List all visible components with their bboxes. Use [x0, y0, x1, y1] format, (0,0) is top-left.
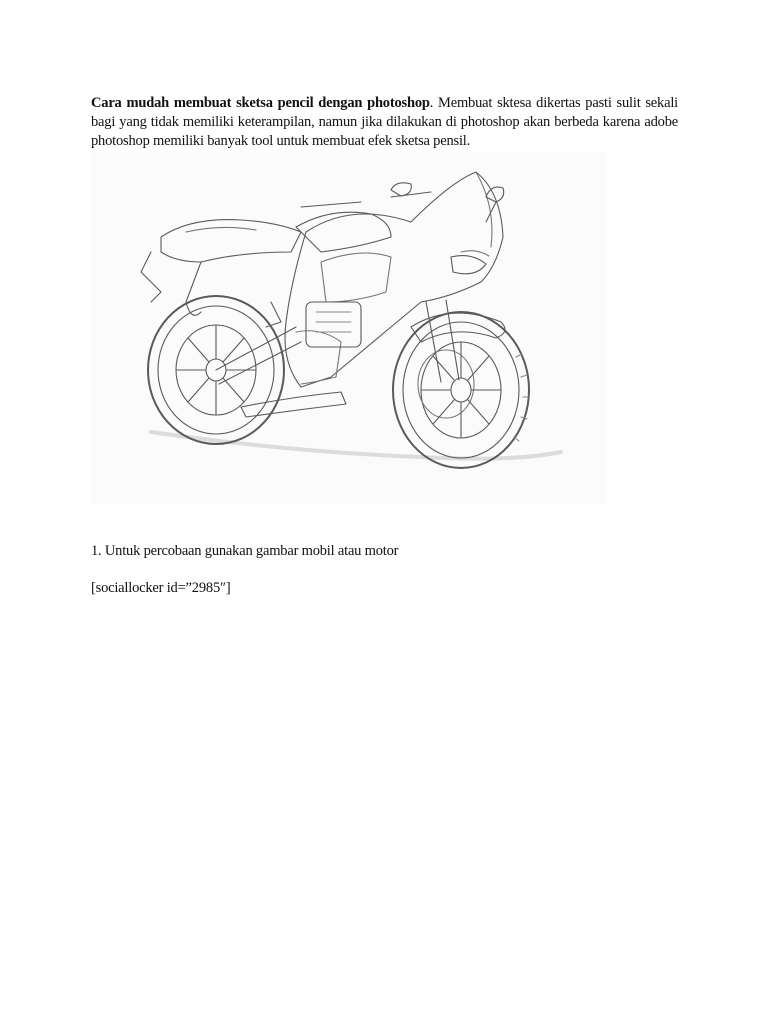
intro-paragraph — [91, 94, 678, 151]
sociallocker-shortcode: [sociallocker id=”2985″] — [91, 580, 231, 596]
intro-title: Cara mudah membuat sketsa pencil dengan photoshop — [91, 95, 430, 111]
step-item: 1. Untuk percobaan gunakan gambar mobil atau motor — [91, 543, 399, 559]
motorcycle-sketch-image — [91, 152, 606, 504]
intro-body: . Membuat sktesa dikertas pasti sulit sekali bagi yang tidak memiliki keterampilan, namun jika dilakukan di photoshop akan berbeda karena adobe photoshop memiliki banyak tool untuk membuat efek sketsa pensil. — [91, 95, 678, 149]
